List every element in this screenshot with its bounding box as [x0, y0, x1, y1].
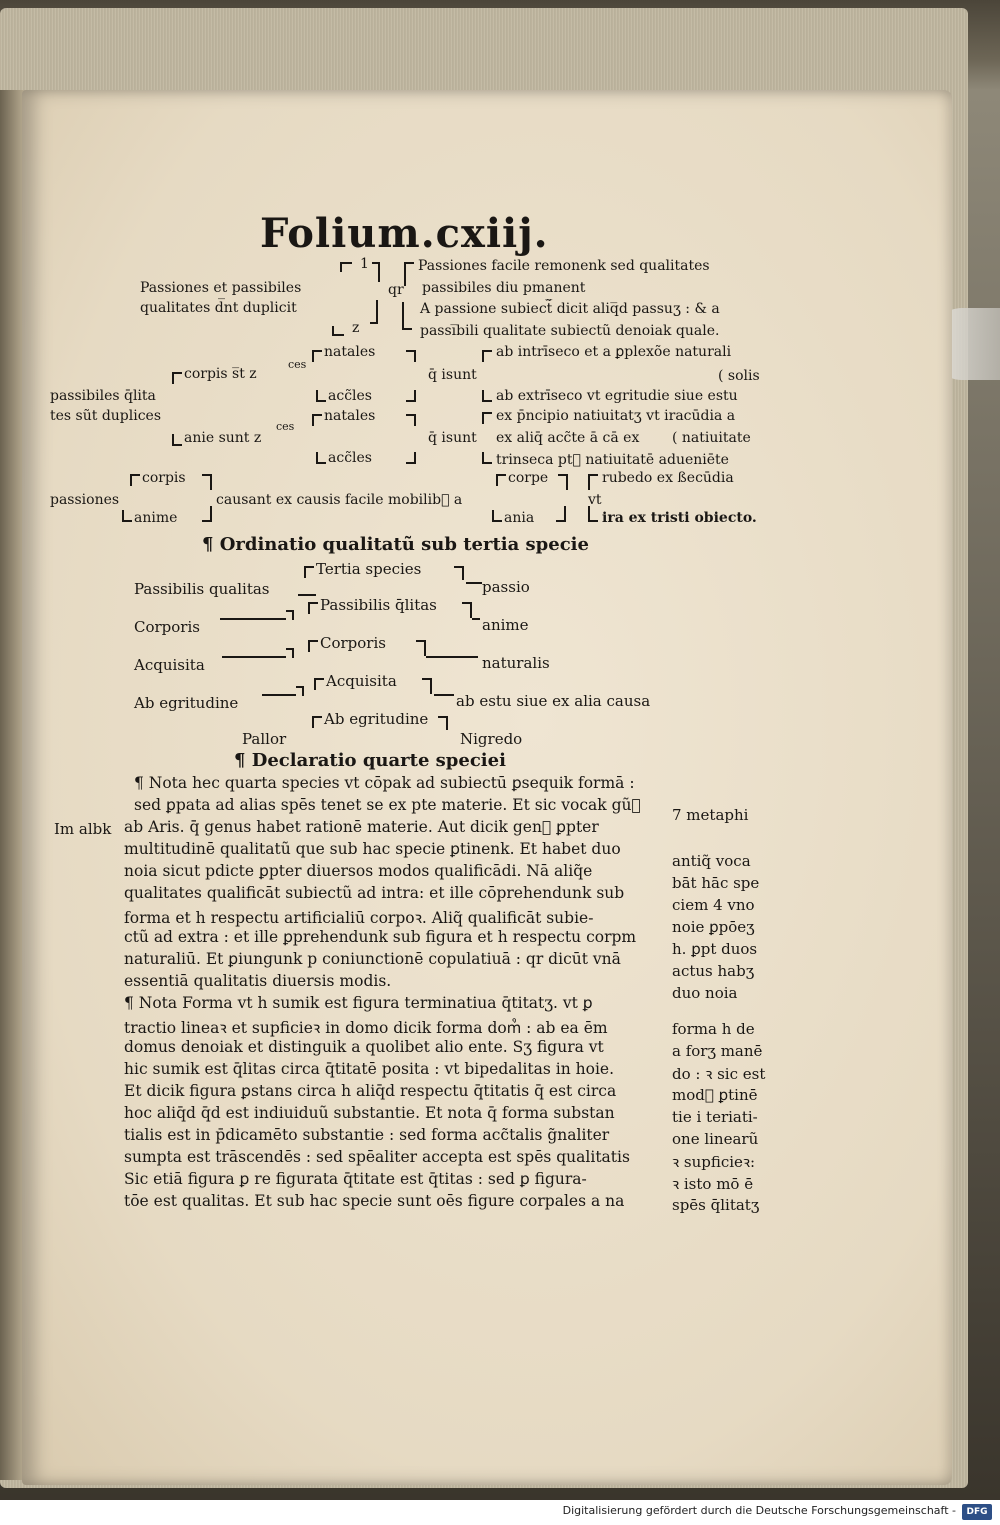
ex-aliq: ex aliq̄ acc̃te ā cā ex — [496, 430, 640, 446]
margin-note: actus habʒ — [672, 962, 755, 980]
bracket — [312, 350, 322, 362]
body-line: hic sumik est q̄litas circa q̄titatē posita : vt bipedalitas in hoie. — [124, 1060, 614, 1078]
bracket — [404, 262, 414, 286]
bracket — [588, 474, 598, 490]
body-line: tractio lineaꝛ et supficieꝛ in domo dicik forma dom᷒ : ab ea ēm — [124, 1019, 608, 1037]
bracket — [340, 262, 352, 272]
margin-note: spēs q̄litatʒ — [672, 1196, 760, 1214]
tree-line — [434, 694, 454, 696]
bracket — [308, 640, 318, 652]
bracket — [402, 302, 412, 330]
margin-note: h. ꝑpt duos — [672, 940, 758, 958]
bracket — [370, 300, 378, 324]
bracket — [332, 326, 344, 336]
book-page — [22, 90, 952, 1485]
diagram1-line2: Passiones et passibiles — [140, 280, 302, 296]
ces-2: ces — [276, 420, 295, 433]
bracket — [406, 390, 416, 402]
bracket — [314, 678, 324, 690]
ex-pncipio: ex p̄ncipio natiuitatʒ vt iracūdia a — [496, 408, 736, 424]
body-line: multitudinē qualitatũ que sub hac specie ꝑtinenk. Et habet duo — [124, 840, 621, 858]
bracket — [316, 390, 326, 402]
margin-note: mod᷒ ꝑtinē — [672, 1086, 758, 1104]
margin-note: ꝛ isto mō ē — [672, 1175, 754, 1193]
margin-note: antiq̃ voca — [672, 852, 751, 870]
tree-line — [222, 656, 286, 658]
body-line: ctũ ad extra : et ille ꝑprehendunk sub figura et h respectu corpm — [124, 928, 637, 946]
tree-acquisita-a: Acquisita — [134, 656, 205, 674]
body-line: ¶ Nota hec quarta species vt cōpak ad subiectū ꝑsequik formā : — [134, 774, 635, 792]
body-line: domus denoiak et distinguik a quolibet alio ente. Sʒ figura vt — [124, 1038, 604, 1056]
heading-declaratio: ¶ Declaratio quarte speciei — [234, 750, 506, 771]
bracket — [406, 350, 416, 362]
body-line: naturaliū. Et ꝑiungunk p coniunctionē copulatiuā : qr dicūt vnā — [124, 950, 621, 968]
natiuitate: ( natiuitate — [672, 430, 751, 446]
margin-note: ꝛ supficieꝛ: — [672, 1153, 756, 1171]
body-line: noia sicut pdicte ꝑpter diuersos modos qualificādi. Nā aliq̃e — [124, 862, 593, 880]
margin-note: ciem 4 vno — [672, 896, 755, 914]
margin-note: forma h de — [672, 1020, 755, 1038]
bracket — [308, 602, 318, 614]
tree-naturalis: naturalis — [482, 654, 550, 672]
corpe: corpe — [508, 470, 549, 486]
margin-left-note: Im albk — [54, 820, 112, 838]
margin-note: noie ꝑpōeʒ — [672, 918, 755, 936]
bracket — [130, 474, 140, 486]
folio-title: Folium.cxiij. — [260, 210, 549, 257]
passibiles-qualitates: passibiles q̄lita — [50, 388, 156, 404]
bracket — [482, 412, 492, 424]
margin-note: do : ꝛ sic est — [672, 1065, 766, 1083]
tree-corporis-a: Corporis — [134, 618, 200, 636]
causant: causant ex causis facile mobilib᷒ a — [216, 492, 463, 508]
bracket — [312, 414, 322, 426]
diagram-num-2: z — [352, 320, 360, 336]
bracket — [316, 452, 326, 464]
body-line: tōe est qualitas. Et sub hac specie sunt oēs figure corpales a na — [124, 1192, 625, 1210]
bracket — [496, 474, 506, 486]
tree-line — [426, 656, 478, 658]
bracket — [202, 474, 212, 490]
bracket — [438, 716, 448, 730]
margin-note: a forʒ manē — [672, 1042, 763, 1060]
body-line: Sic etiā figura ꝑ re figurata q̄titate est q̄titas : sed ꝑ figura- — [124, 1170, 587, 1188]
passiones: passiones — [50, 492, 120, 508]
tree-tertia: Tertia species — [316, 560, 422, 578]
body-line: forma et h respectu artificialiū corpoꝛ. Aliq̃ qualificāt subie- — [124, 909, 594, 927]
body-line: sumpta est trāscendēs : sed spēaliter accepta est spēs qualitatis — [124, 1148, 630, 1166]
rubedo: rubedo ex ßecūdia — [602, 470, 734, 486]
q-isunt-1: q̄ isunt — [428, 367, 477, 383]
bracket — [406, 452, 416, 464]
trinseca: trinseca pt᷒ natiuitatē adueniēte — [496, 452, 729, 468]
heading-ordinatio: ¶ Ordinatio qualitatũ sub tertia specie — [202, 534, 589, 555]
corporis-sunt: corpis s̅t z — [184, 366, 257, 382]
tree-ab-egritudine-a: Ab egritudine — [134, 694, 239, 712]
corporis: corpis — [142, 470, 186, 486]
margin-note: one linearũ — [672, 1130, 759, 1148]
body-line: qualitates qualificāt subiectũ ad intra: et ille cōprehendunk sub — [124, 884, 625, 902]
bracket — [454, 566, 464, 580]
bracket — [462, 602, 472, 618]
bracket — [202, 506, 212, 522]
bracket — [172, 372, 182, 384]
body-line: tialis est in p̄dicamēto substantie : sed forma acc̃talis g̃naliter — [124, 1126, 610, 1144]
diagram1-line3b: A passione subiect̅̃ dicit aliq̅d passuʒ : & a — [420, 301, 720, 317]
natales-2: natales — [324, 408, 376, 424]
ania: ania — [504, 510, 535, 526]
tree-line — [262, 694, 296, 696]
ira: ira ex tristi obiecto. — [602, 510, 757, 526]
tree-line — [466, 582, 482, 584]
bracket — [558, 474, 568, 490]
tree-anime: anime — [482, 616, 529, 634]
ab-extrinseco: ab extrīseco vt egritudie siue estu — [496, 388, 738, 404]
anie-sunt: anie sunt z — [184, 430, 262, 446]
bracket — [556, 506, 566, 522]
tree-pallor: Pallor — [242, 730, 287, 748]
tree-passibilis-qualitas: Passibilis qualitas — [134, 580, 270, 598]
bracket — [492, 510, 502, 522]
tree-nigredo: Nigredo — [460, 730, 523, 748]
margin-note: duo noia — [672, 984, 738, 1002]
anime: anime — [134, 510, 178, 526]
vt: vt — [588, 492, 602, 508]
bracket — [482, 350, 492, 362]
natales-1: natales — [324, 344, 376, 360]
bracket — [372, 262, 380, 282]
bracket — [122, 510, 132, 522]
footer-bar — [0, 1500, 1000, 1525]
body-line: ¶ Nota Forma vt h sumik est figura terminatiua q̄titatʒ. vt ꝑ — [124, 994, 593, 1012]
bracket — [416, 640, 426, 656]
body-line: Et dicik figura ꝑstans circa h aliq̄d respectu q̄titatis q̄ est circa — [124, 1082, 617, 1100]
tree-ab-egritudine-b: Ab egritudine — [324, 710, 429, 728]
body-line: essentiā qualitatis diuersis modis. — [124, 972, 392, 990]
tree-passibilis-qlitas: Passibilis q̄litas — [320, 596, 437, 614]
q-isunt-2: q̄ isunt — [428, 430, 477, 446]
body-line: sed ꝑpata ad alias spēs tenet se ex pte materie. Et sic vocak gũ᷒ — [134, 796, 641, 814]
bracket — [422, 678, 432, 694]
tree-passio: passio — [482, 578, 530, 596]
body-line: ab Aris. q̄̄ genus habet rationē materie. Aut dicik gen᷒ ꝑpter — [124, 818, 599, 836]
tree-line — [298, 594, 316, 596]
bracket — [286, 610, 294, 620]
diagram1-qr: qr — [388, 282, 404, 298]
tree-line — [472, 618, 480, 620]
tree-acquisita-b: Acquisita — [326, 672, 397, 690]
accnsles-2: acc̃les — [328, 450, 372, 466]
diagram1-line2c: passibiles diu pmanent — [422, 280, 586, 296]
bracket — [588, 506, 598, 522]
diagram-num-1: 1 — [360, 256, 369, 272]
bracket — [482, 452, 492, 464]
margin-note: tie i teriati- — [672, 1108, 758, 1126]
bracket — [286, 648, 294, 658]
bracket — [296, 686, 304, 696]
bracket — [312, 716, 322, 728]
bracket — [304, 566, 314, 578]
ces-1: ces — [288, 358, 307, 371]
accnsles-1: acc̃les — [328, 388, 372, 404]
margin-note: 7 metaphi — [672, 806, 749, 824]
tree-corporis-b: Corporis — [320, 634, 386, 652]
bracket — [172, 434, 182, 446]
dfg-logo: DFG — [962, 1504, 992, 1520]
diagram1-line4: passi̅bili qualitate subiectũ denoiak quale. — [420, 323, 720, 339]
footer-credit: Digitalisierung gefördert durch die Deutsche Forschungsgemeinschaft - — [562, 1504, 956, 1517]
tree-ab-estu: ab estu siue ex alia causa — [456, 692, 651, 710]
tes-sunt-duplices: tes sũt duplices — [50, 408, 162, 424]
diagram1-line1: Passiones facile remonenk sed qualitates — [418, 258, 710, 274]
bracket — [482, 390, 492, 402]
diagram1-line3: qualitates d̅nt duplicit — [140, 300, 297, 316]
solis: ( solis — [718, 368, 760, 384]
bracket — [406, 414, 416, 426]
margin-note: bāt hāc spe — [672, 874, 760, 892]
ab-intrinseco: ab intrīseco et a ꝑplexõe naturali — [496, 344, 732, 360]
body-line: hoc aliq̄d q̄d est indiuiduũ substantie. Et nota q̄ forma substan — [124, 1104, 615, 1122]
tree-line — [220, 618, 286, 620]
